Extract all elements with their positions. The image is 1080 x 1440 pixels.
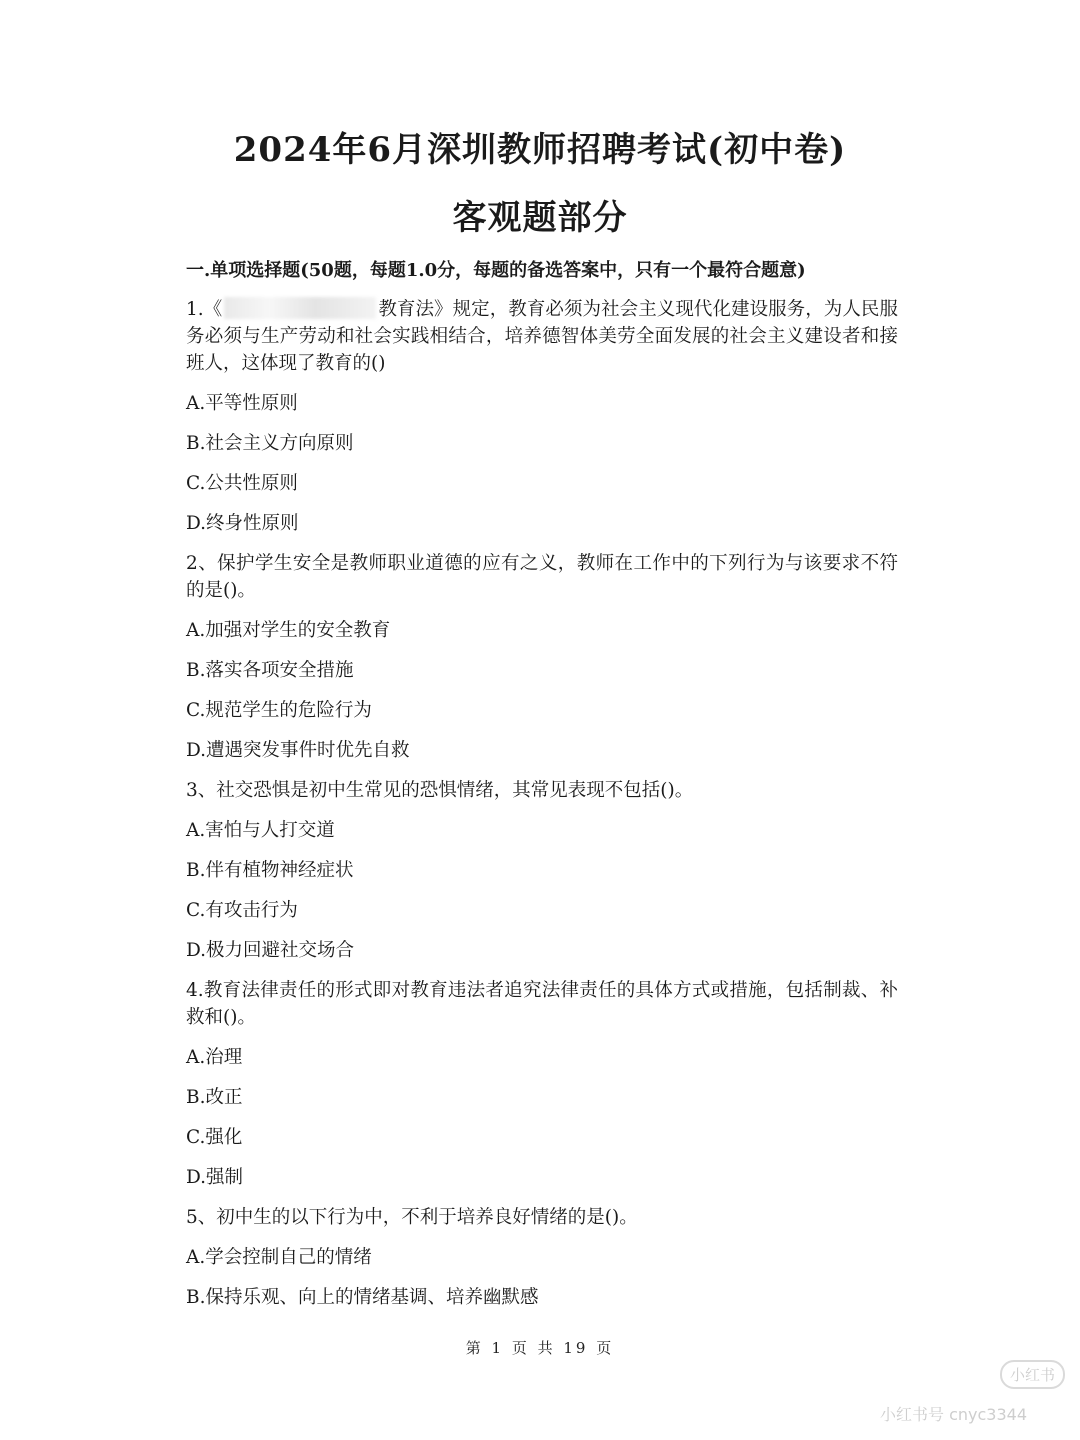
- document-subtitle: 客观题部分: [452, 198, 628, 238]
- section-heading: 一.单项选择题(50题，每题1.0分，每题的备选答案中，只有一个最符合题意): [186, 260, 806, 281]
- question-1-option-c: C.公共性原则: [186, 473, 298, 494]
- question-4-option-d: D.强制: [186, 1167, 244, 1188]
- question-1-prefix: 1.《: [186, 299, 223, 320]
- question-2-option-b: B.落实各项安全措施: [186, 660, 354, 681]
- question-1-stem: [186, 296, 898, 377]
- question-1-option-b: B.社会主义方向原则: [186, 433, 354, 454]
- question-5-option-a: A.学会控制自己的情绪: [186, 1247, 372, 1268]
- question-3-option-b: B.伴有植物神经症状: [186, 860, 354, 881]
- document-title: 2024年6月深圳教师招聘考试(初中卷): [233, 130, 847, 170]
- question-2-stem: 2、保护学生安全是教师职业道德的应有之义，教师在工作中的下列行为与该要求不符的是()。: [186, 553, 898, 601]
- question-2-option-a: A.加强对学生的安全教育: [186, 620, 391, 641]
- question-4-option-a: A.治理: [186, 1047, 243, 1068]
- question-4-stem: 4.教育法律责任的形式即对教育违法者追究法律责任的具体方式或措施，包括制裁、补救和()。: [186, 980, 898, 1028]
- question-1-option-d: D.终身性原则: [186, 513, 299, 534]
- question-1-text: 教育法》规定，教育必须为社会主义现代化建设服务，为人民服务必须与生产劳动和社会实践相结合，培养德智体美劳全面发展的社会主义建设者和接班人，这体现了教育的(): [186, 299, 898, 374]
- watermark-logo: 小红书: [1000, 1360, 1065, 1389]
- question-3-option-a: A.害怕与人打交道: [186, 820, 335, 841]
- redacted-text: [224, 297, 376, 319]
- page-footer: 第 1 页 共 19 页: [465, 1339, 615, 1357]
- question-3-stem: 3、社交恐惧是初中生常见的恐惧情绪，其常见表现不包括()。: [186, 780, 694, 801]
- question-4-option-b: B.改正: [186, 1087, 243, 1108]
- question-1-option-a: A.平等性原则: [186, 393, 298, 414]
- question-5-option-b: B.保持乐观、向上的情绪基调、培养幽默感: [186, 1287, 539, 1308]
- question-3-option-d: D.极力回避社交场合: [186, 940, 355, 961]
- question-2-option-d: D.遭遇突发事件时优先自救: [186, 740, 410, 761]
- question-3-option-c: C.有攻击行为: [186, 900, 298, 921]
- watermark-id: 小红书号 cnyc3344: [880, 1405, 1028, 1424]
- question-2-option-c: C.规范学生的危险行为: [186, 700, 372, 721]
- question-list: [186, 296, 898, 1324]
- question-5-stem: 5、初中生的以下行为中，不利于培养良好情绪的是()。: [186, 1207, 638, 1228]
- question-4-option-c: C.强化: [186, 1127, 243, 1148]
